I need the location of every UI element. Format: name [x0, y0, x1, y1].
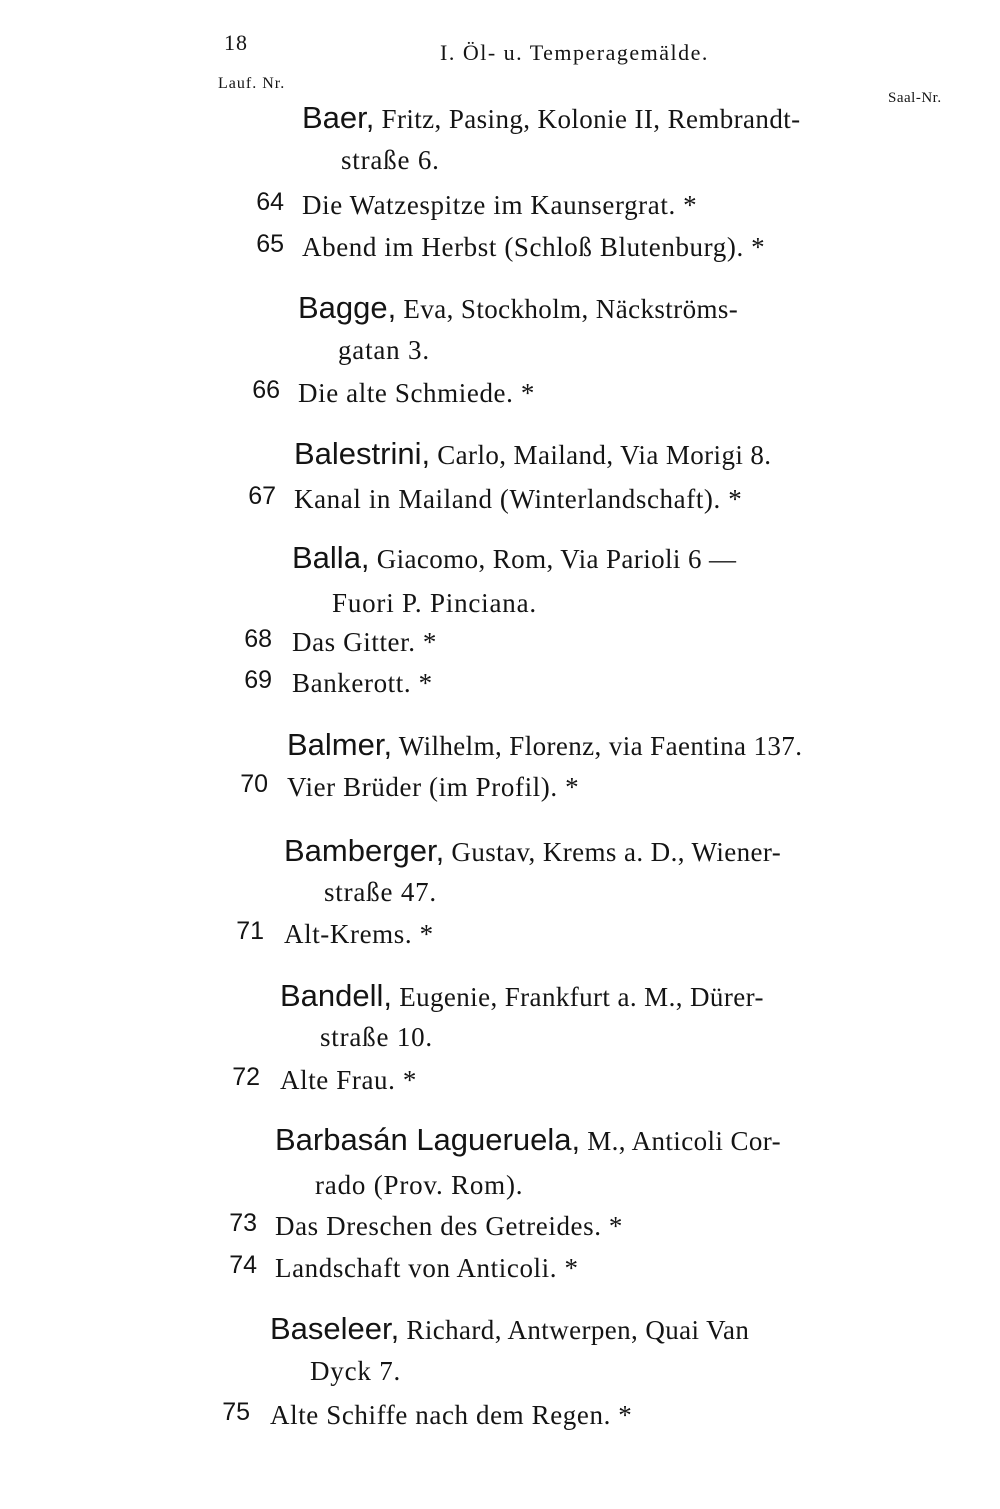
artist-name: Bandell,	[280, 978, 393, 1013]
lauf-number: 72	[232, 1063, 260, 1091]
work-title: Bankerott. *	[292, 668, 433, 698]
work-title: Abend im Herbst (Schloß Blutenburg). *	[302, 232, 766, 262]
artist-line	[270, 1311, 749, 1347]
artist-name: Bagge,	[298, 290, 397, 325]
artist-line	[284, 833, 781, 869]
artist-name: Balla,	[292, 540, 370, 575]
address-continuation: straße 6.	[341, 145, 440, 175]
saal-nr-label: Saal-Nr.	[888, 90, 942, 106]
address-continuation: rado (Prov. Rom).	[315, 1170, 524, 1200]
lauf-number: 71	[236, 917, 264, 945]
address-continuation: straße 47.	[324, 877, 437, 907]
artist-line	[298, 290, 738, 326]
running-title: I. Öl- u. Temperagemälde.	[440, 40, 709, 65]
address-continuation: Fuori P. Pinciana.	[332, 588, 537, 618]
artist-details: Gustav, Krems a. D., Wiener-	[451, 837, 782, 867]
artist-line	[275, 1122, 781, 1158]
work-title: Das Gitter. *	[292, 627, 438, 657]
lauf-number: 67	[248, 482, 276, 510]
artist-name: Baer,	[302, 100, 375, 135]
lauf-number: 74	[229, 1251, 257, 1279]
work-title: Landschaft von Anticoli. *	[275, 1253, 579, 1283]
artist-details: Eva, Stockholm, Näckströms-	[403, 294, 739, 324]
artist-name: Bamberger,	[284, 833, 445, 868]
work-title: Alte Frau. *	[280, 1065, 417, 1095]
artist-details: Giacomo, Rom, Via Parioli 6 —	[376, 544, 737, 574]
artist-details: M., Anticoli Cor-	[587, 1126, 781, 1156]
address-continuation: straße 10.	[320, 1022, 433, 1052]
artist-line	[292, 540, 736, 576]
artist-name: Barbasán Lagueruela,	[275, 1122, 581, 1157]
lauf-number: 68	[244, 625, 272, 653]
artist-name: Baseleer,	[270, 1311, 400, 1346]
lauf-number: 64	[256, 188, 284, 216]
work-title: Vier Brüder (im Profil). *	[287, 772, 580, 802]
artist-details: Carlo, Mailand, Via Morigi 8.	[437, 440, 772, 470]
artist-details: Wilhelm, Florenz, via Faentina 137.	[398, 731, 803, 761]
lauf-number: 69	[244, 666, 272, 694]
artist-details: Fritz, Pasing, Kolonie II, Rembrandt-	[381, 104, 801, 134]
artist-name: Balmer,	[287, 727, 393, 762]
artist-line	[280, 978, 764, 1014]
page-number: 18	[224, 30, 248, 55]
lauf-nr-label: Lauf. Nr.	[218, 75, 286, 92]
work-title: Die Watzespitze im Kaunsergrat. *	[302, 190, 698, 220]
work-title: Kanal in Mailand (Winterlandschaft). *	[294, 484, 743, 514]
lauf-number: 75	[222, 1398, 250, 1426]
work-title: Die alte Schmiede. *	[298, 378, 535, 408]
artist-details: Eugenie, Frankfurt a. M., Dürer-	[399, 982, 764, 1012]
lauf-number: 70	[240, 770, 268, 798]
work-title: Alte Schiffe nach dem Regen. *	[270, 1400, 633, 1430]
address-continuation: gatan 3.	[338, 335, 430, 365]
artist-line	[302, 100, 801, 136]
lauf-number: 65	[256, 230, 284, 258]
lauf-number: 66	[252, 376, 280, 404]
artist-details: Richard, Antwerpen, Quai Van	[406, 1315, 750, 1345]
work-title: Alt-Krems. *	[284, 919, 434, 949]
artist-name: Balestrini,	[294, 436, 431, 471]
lauf-number: 73	[229, 1209, 257, 1237]
artist-line	[294, 436, 771, 472]
address-continuation: Dyck 7.	[310, 1356, 402, 1386]
work-title: Das Dreschen des Getreides. *	[275, 1211, 624, 1241]
artist-line	[287, 727, 802, 763]
